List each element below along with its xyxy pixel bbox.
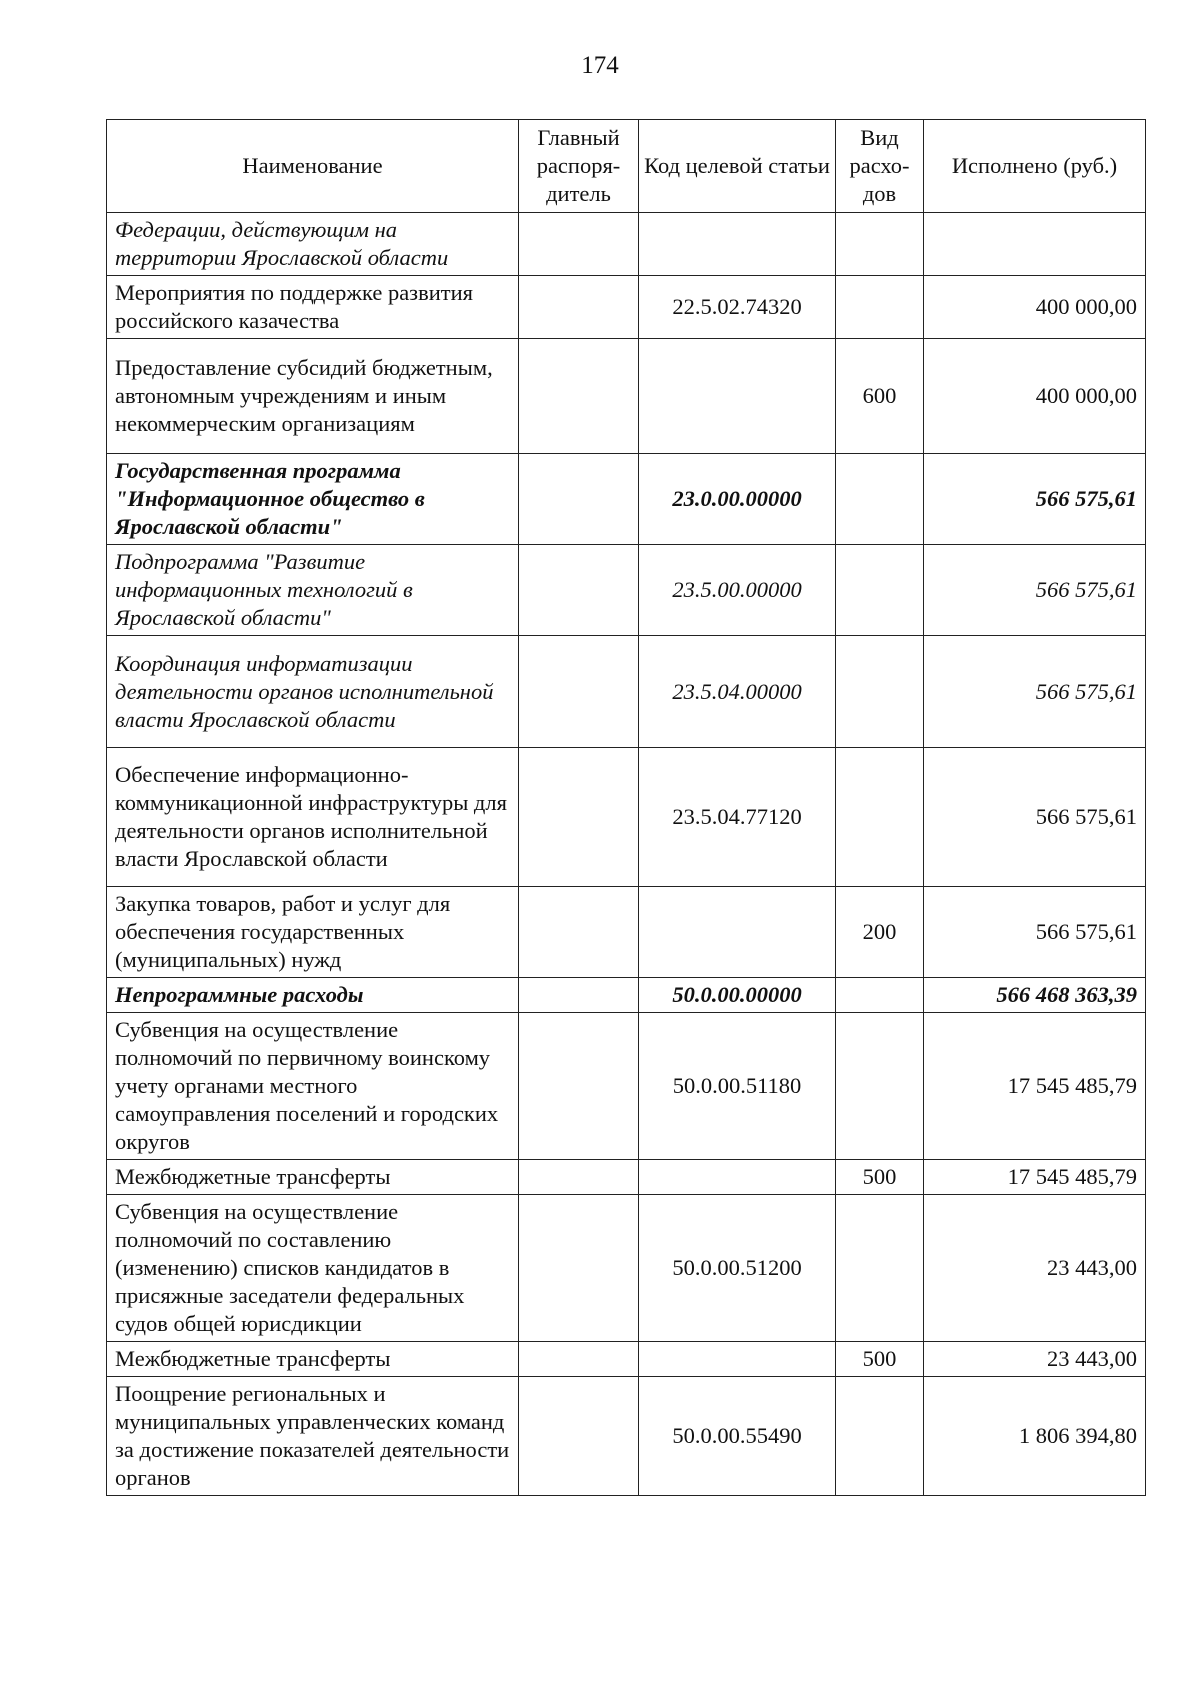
row-name-cell: Мероприятия по поддержке развития российского казачества <box>107 276 519 339</box>
table-row <box>107 1013 1146 1160</box>
table-header-row <box>107 120 1146 213</box>
row-kind-cell <box>836 545 924 636</box>
table-row <box>107 978 1146 1013</box>
row-name-cell: Подпрограмма "Развитие информационных технологий в Ярославской области" <box>107 545 519 636</box>
row-name-cell: Поощрение региональных и муниципальных управленческих команд за достижение показателей деятельности органов <box>107 1377 519 1496</box>
table-row <box>107 1195 1146 1342</box>
row-amount-cell: 1 806 394,80 <box>924 1377 1146 1496</box>
row-code-cell: 50.0.00.55490 <box>639 1377 836 1496</box>
header-name: Наименование <box>107 120 519 213</box>
row-code-cell <box>639 339 836 454</box>
row-amount-cell: 17 545 485,79 <box>924 1013 1146 1160</box>
row-manager-cell <box>519 887 639 978</box>
row-amount-cell: 400 000,00 <box>924 276 1146 339</box>
row-code-cell: 23.0.00.00000 <box>639 454 836 545</box>
row-amount-cell: 566 575,61 <box>924 748 1146 887</box>
row-name-cell: Государственная программа "Информационное общество в Ярославской области" <box>107 454 519 545</box>
row-amount-cell: 23 443,00 <box>924 1342 1146 1377</box>
row-amount-cell: 566 575,61 <box>924 545 1146 636</box>
row-name-cell: Непрограммные расходы <box>107 978 519 1013</box>
row-manager-cell <box>519 636 639 748</box>
row-code-cell: 23.5.04.77120 <box>639 748 836 887</box>
table-row <box>107 545 1146 636</box>
table-row <box>107 1160 1146 1195</box>
row-code-cell <box>639 213 836 276</box>
row-manager-cell <box>519 1195 639 1342</box>
row-amount-cell: 400 000,00 <box>924 339 1146 454</box>
budget-table <box>106 119 1146 1496</box>
row-name-cell: Предоставление субсидий бюджетным, автономным учреждениям и иным некоммерческим организациям <box>107 339 519 454</box>
row-name-cell: Закупка товаров, работ и услуг для обеспечения государственных (муниципальных) нужд <box>107 887 519 978</box>
table-body <box>107 213 1146 1496</box>
row-amount-cell: 23 443,00 <box>924 1195 1146 1342</box>
row-manager-cell <box>519 339 639 454</box>
row-code-cell: 23.5.00.00000 <box>639 545 836 636</box>
row-kind-cell: 500 <box>836 1342 924 1377</box>
row-manager-cell <box>519 1160 639 1195</box>
row-manager-cell <box>519 748 639 887</box>
row-amount-cell: 566 575,61 <box>924 636 1146 748</box>
row-kind-cell <box>836 1013 924 1160</box>
row-amount-cell: 17 545 485,79 <box>924 1160 1146 1195</box>
row-name-cell: Межбюджетные трансферты <box>107 1342 519 1377</box>
row-code-cell: 23.5.04.00000 <box>639 636 836 748</box>
row-amount-cell: 566 575,61 <box>924 454 1146 545</box>
table-row <box>107 454 1146 545</box>
row-code-cell <box>639 1160 836 1195</box>
table-row <box>107 276 1146 339</box>
row-kind-cell: 600 <box>836 339 924 454</box>
page-number: 174 <box>581 52 619 79</box>
table-row <box>107 1377 1146 1496</box>
row-code-cell: 22.5.02.74320 <box>639 276 836 339</box>
row-manager-cell <box>519 1013 639 1160</box>
row-name-cell: Межбюджетные трансферты <box>107 1160 519 1195</box>
row-manager-cell <box>519 1342 639 1377</box>
row-name-cell: Субвенция на осуществление полномочий по составлению (изменению) списков кандидатов в присяжные заседатели федеральных судов общей юрисдикции <box>107 1195 519 1342</box>
table-row <box>107 1342 1146 1377</box>
table-row <box>107 339 1146 454</box>
row-kind-cell: 500 <box>836 1160 924 1195</box>
row-kind-cell <box>836 748 924 887</box>
row-manager-cell <box>519 978 639 1013</box>
row-kind-cell <box>836 213 924 276</box>
table-row <box>107 887 1146 978</box>
row-code-cell: 50.0.00.00000 <box>639 978 836 1013</box>
header-manager: Главный распоря-дитель <box>519 120 639 213</box>
row-kind-cell: 200 <box>836 887 924 978</box>
row-name-cell: Субвенция на осуществление полномочий по первичному воинскому учету органами местного самоуправления поселений и городских округов <box>107 1013 519 1160</box>
row-amount-cell <box>924 213 1146 276</box>
header-code: Код целевой статьи <box>639 120 836 213</box>
row-name-cell: Федерации, действующим на территории Ярославской области <box>107 213 519 276</box>
table-row <box>107 636 1146 748</box>
row-manager-cell <box>519 276 639 339</box>
row-name-cell: Координация информатизации деятельности органов исполнительной власти Ярославской области <box>107 636 519 748</box>
header-kind: Вид расхо-дов <box>836 120 924 213</box>
table-row <box>107 213 1146 276</box>
row-kind-cell <box>836 276 924 339</box>
row-manager-cell <box>519 545 639 636</box>
row-manager-cell <box>519 213 639 276</box>
row-manager-cell <box>519 454 639 545</box>
row-code-cell: 50.0.00.51180 <box>639 1013 836 1160</box>
row-kind-cell <box>836 454 924 545</box>
row-kind-cell <box>836 1195 924 1342</box>
row-kind-cell <box>836 636 924 748</box>
row-amount-cell: 566 468 363,39 <box>924 978 1146 1013</box>
row-code-cell <box>639 887 836 978</box>
table-row <box>107 748 1146 887</box>
header-amount: Исполнено (руб.) <box>924 120 1146 213</box>
row-amount-cell: 566 575,61 <box>924 887 1146 978</box>
row-kind-cell <box>836 978 924 1013</box>
row-kind-cell <box>836 1377 924 1496</box>
row-code-cell: 50.0.00.51200 <box>639 1195 836 1342</box>
row-code-cell <box>639 1342 836 1377</box>
row-manager-cell <box>519 1377 639 1496</box>
row-name-cell: Обеспечение информационно-коммуникационной инфраструктуры для деятельности органов исполнительной власти Ярославской области <box>107 748 519 887</box>
